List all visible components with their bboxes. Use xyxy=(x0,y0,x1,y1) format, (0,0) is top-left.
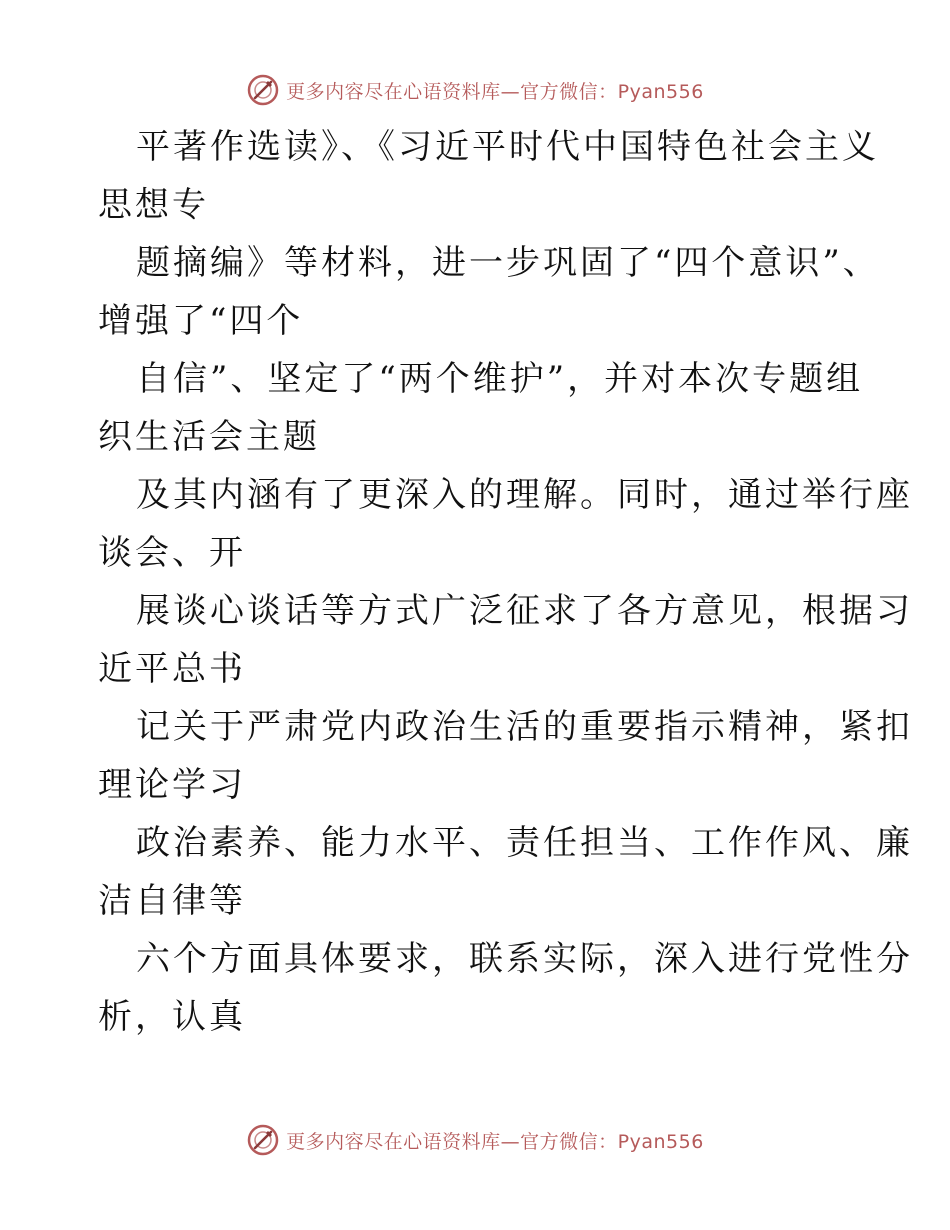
text-line: 记关于严肃党内政治生活的重要指示精神，紧扣 xyxy=(136,707,913,747)
paragraph-4 xyxy=(98,466,913,582)
paragraph-3 xyxy=(98,350,864,466)
text-line: 政治素养、能力水平、责任担当、工作作风、廉 xyxy=(136,823,913,863)
text-line: 思想专 xyxy=(98,185,209,225)
text-line: 六个方面具体要求，联系实际，深入进行党性分 xyxy=(136,939,913,979)
text-line: 自信”、坚定了“两个维护”，并对本次专题组 xyxy=(136,359,864,399)
logo-icon xyxy=(246,73,280,107)
text-line: 谈会、开 xyxy=(98,533,246,573)
text-line: 析，认真 xyxy=(98,997,246,1037)
paragraph-8 xyxy=(98,930,913,1046)
text-line: 题摘编》等材料，进一步巩固了“四个意识”、 xyxy=(136,243,880,283)
text-line: 洁自律等 xyxy=(98,881,246,921)
text-line: 织生活会主题 xyxy=(98,417,320,457)
text-line: 及其内涵有了更深入的理解。同时，通过举行座 xyxy=(136,475,913,515)
text-line: 增强了“四个 xyxy=(98,301,304,341)
document-body xyxy=(98,118,913,1046)
paragraph-7 xyxy=(98,814,913,930)
logo-icon xyxy=(246,1123,280,1157)
footer-watermark xyxy=(0,1120,950,1160)
watermark-text: 更多内容尽在心语资料库—官方微信：Pyan556 xyxy=(286,1130,704,1153)
text-line: 展谈心谈话等方式广泛征求了各方意见，根据习 xyxy=(136,591,913,631)
paragraph-2 xyxy=(98,234,880,350)
header-watermark xyxy=(0,70,950,110)
watermark-text: 更多内容尽在心语资料库—官方微信：Pyan556 xyxy=(286,80,704,103)
paragraph-5 xyxy=(98,582,913,698)
text-line: 平著作选读》、《习近平时代中国特色社会主义 xyxy=(136,127,879,167)
paragraph-6 xyxy=(98,698,913,814)
paragraph-1 xyxy=(98,118,879,234)
text-line: 近平总书 xyxy=(98,649,246,689)
text-line: 理论学习 xyxy=(98,765,246,805)
